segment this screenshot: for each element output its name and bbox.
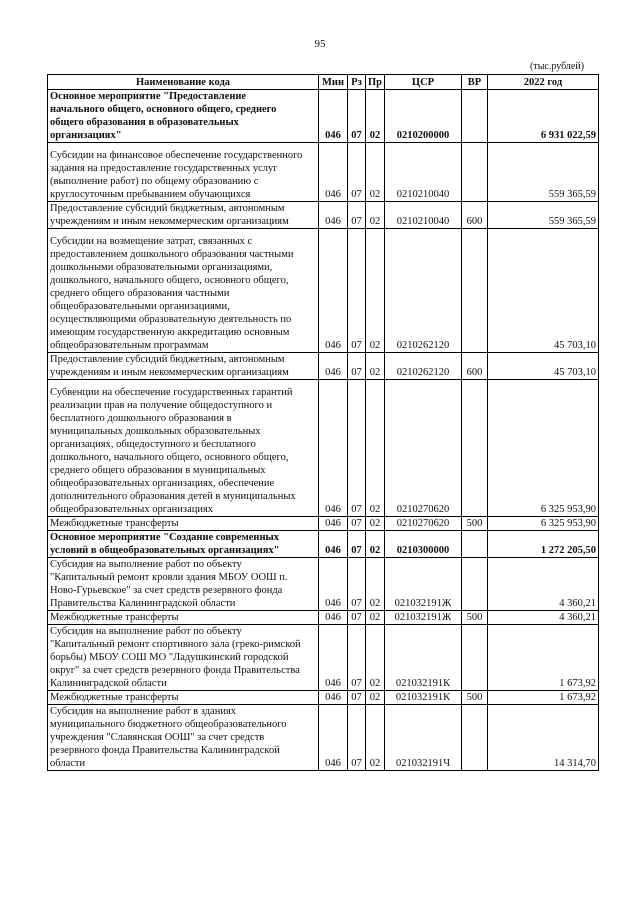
name-line: округ" за счет средств резервного фонда Правительства [50, 665, 300, 676]
table-row [48, 705, 599, 771]
table-row [48, 517, 599, 531]
cell-amount: 559 365,59 [488, 143, 599, 202]
cell-name [48, 229, 319, 353]
cell-vr: 500 [462, 611, 488, 625]
cell-vr: 500 [462, 517, 488, 531]
table-row [48, 625, 599, 691]
cell-pr: 02 [366, 143, 385, 202]
cell-csr: 021032191К [385, 691, 462, 705]
cell-name [48, 380, 319, 517]
cell-amount: 559 365,59 [488, 202, 599, 229]
cell-pr: 02 [366, 517, 385, 531]
name-line: среднего общего образования в муниципальных [50, 465, 266, 476]
name-line: Межбюджетные трансферты [50, 612, 179, 623]
cell-min: 046 [319, 202, 348, 229]
table-row [48, 380, 599, 517]
cell-amount: 1 673,92 [488, 691, 599, 705]
header-rz: Рз [348, 75, 366, 90]
name-line: реализации прав на получение общедоступного и [50, 400, 273, 411]
cell-rz: 07 [348, 558, 366, 611]
name-line: "Капитальный ремонт кровли здания МБОУ ООШ п. [50, 572, 288, 583]
cell-vr [462, 90, 488, 143]
header-name: Наименование кода [48, 75, 319, 90]
name-line: общеобразовательным программам [50, 340, 209, 351]
name-line: Субсидия на выполнение работ по объекту [50, 626, 242, 637]
cell-min: 046 [319, 625, 348, 691]
name-line: начального общего, основного общего, среднего [50, 104, 277, 115]
cell-min: 046 [319, 353, 348, 380]
table-row [48, 229, 599, 353]
name-line: муниципальных дошкольных образовательных [50, 426, 261, 437]
name-line: Субвенции на обеспечение государственных гарантий [50, 387, 293, 398]
cell-csr: 0210270620 [385, 380, 462, 517]
cell-name [48, 625, 319, 691]
cell-rz: 07 [348, 380, 366, 517]
name-line: Субсидия на выполнение работ по объекту [50, 559, 242, 570]
cell-min: 046 [319, 531, 348, 558]
cell-name [48, 611, 319, 625]
cell-vr [462, 143, 488, 202]
cell-vr [462, 625, 488, 691]
cell-pr: 02 [366, 90, 385, 143]
cell-name [48, 558, 319, 611]
cell-csr: 0210200000 [385, 90, 462, 143]
cell-name [48, 705, 319, 771]
table-row [48, 611, 599, 625]
name-line: Субсидия на выполнение работ в зданиях [50, 706, 237, 717]
cell-amount: 4 360,21 [488, 558, 599, 611]
name-line: учреждениям и иным некоммерческим организациям [50, 216, 289, 227]
name-line: дошкольного, начального общего, основного общего, [50, 452, 289, 463]
cell-vr [462, 531, 488, 558]
cell-amount: 1 673,92 [488, 625, 599, 691]
name-line: дополнительного образования детей в муниципальных [50, 491, 296, 502]
cell-vr: 600 [462, 202, 488, 229]
name-line: предоставлением дошкольного образования частными [50, 249, 294, 260]
name-line: среднего общего образования частными [50, 288, 230, 299]
name-line: общеобразовательных организациях [50, 504, 214, 515]
table-row [48, 202, 599, 229]
name-line: борьбы) МБОУ СОШ МО "Ладушкинский городской [50, 652, 289, 663]
table-row [48, 691, 599, 705]
name-line: "Капитальный ремонт спортивного зала (греко-римской [50, 639, 301, 650]
header-year: 2022 год [488, 75, 599, 90]
cell-pr: 02 [366, 625, 385, 691]
name-line: Основное мероприятие "Предоставление [50, 91, 247, 102]
header-csr: ЦСР [385, 75, 462, 90]
table-body [48, 90, 599, 771]
name-line: Калининградской области [50, 678, 167, 689]
name-line: Межбюджетные трансферты [50, 518, 179, 529]
cell-name [48, 531, 319, 558]
name-line: Субсидии на финансовое обеспечение государственного [50, 150, 303, 161]
cell-min: 046 [319, 558, 348, 611]
name-line: Правительства Калининградской области [50, 598, 236, 609]
header-pr: Пр [366, 75, 385, 90]
cell-min: 046 [319, 611, 348, 625]
name-line: бесплатного дошкольного образования в [50, 413, 232, 424]
name-line: осуществляющими образовательную деятельность по [50, 314, 292, 325]
table-row [48, 90, 599, 143]
name-line: общеобразовательных организациях, обеспечение [50, 478, 275, 489]
cell-rz: 07 [348, 143, 366, 202]
name-line: резервного фонда Правительства Калининградской [50, 745, 280, 756]
cell-rz: 07 [348, 691, 366, 705]
cell-min: 046 [319, 229, 348, 353]
cell-vr: 500 [462, 691, 488, 705]
table-row [48, 353, 599, 380]
table-row [48, 531, 599, 558]
header-min: Мин [319, 75, 348, 90]
cell-amount: 4 360,21 [488, 611, 599, 625]
cell-csr: 0210300000 [385, 531, 462, 558]
cell-vr [462, 558, 488, 611]
table-row [48, 143, 599, 202]
cell-csr: 0210210040 [385, 143, 462, 202]
cell-min: 046 [319, 380, 348, 517]
cell-min: 046 [319, 143, 348, 202]
cell-min: 046 [319, 691, 348, 705]
budget-table [47, 74, 599, 771]
cell-name [48, 353, 319, 380]
page-number: 95 [314, 38, 326, 50]
name-line: Предоставление субсидий бюджетным, автономным [50, 203, 285, 214]
cell-pr: 02 [366, 558, 385, 611]
name-line: организациях" [50, 130, 122, 141]
name-line: области [50, 758, 86, 769]
cell-pr: 02 [366, 380, 385, 517]
cell-name [48, 517, 319, 531]
cell-amount: 45 703,10 [488, 353, 599, 380]
name-line: (выполнение работ) по общему образованию с [50, 176, 259, 187]
cell-csr: 021032191Ж [385, 611, 462, 625]
cell-csr: 0210270620 [385, 517, 462, 531]
name-line: Межбюджетные трансферты [50, 692, 179, 703]
cell-rz: 07 [348, 90, 366, 143]
name-line: дошкольного, начального общего, основного общего, [50, 275, 289, 286]
name-line: организациях, общедоступного и бесплатного [50, 439, 256, 450]
cell-rz: 07 [348, 705, 366, 771]
cell-amount: 6 931 022,59 [488, 90, 599, 143]
cell-rz: 07 [348, 202, 366, 229]
cell-name [48, 143, 319, 202]
cell-name [48, 90, 319, 143]
cell-name [48, 691, 319, 705]
cell-min: 046 [319, 90, 348, 143]
name-line: задания на предоставление государственных услуг [50, 163, 278, 174]
units-label: (тыс.рублей) [530, 61, 585, 72]
cell-csr: 0210262120 [385, 353, 462, 380]
cell-csr: 0210262120 [385, 229, 462, 353]
name-line: дошкольными образовательными организациями, [50, 262, 273, 273]
cell-rz: 07 [348, 353, 366, 380]
cell-amount: 6 325 953,90 [488, 517, 599, 531]
cell-vr [462, 705, 488, 771]
cell-vr: 600 [462, 353, 488, 380]
cell-csr: 021032191Ж [385, 558, 462, 611]
header-vr: ВР [462, 75, 488, 90]
cell-amount: 6 325 953,90 [488, 380, 599, 517]
cell-pr: 02 [366, 705, 385, 771]
name-line: Предоставление субсидий бюджетным, автономным [50, 354, 285, 365]
cell-csr: 021032191К [385, 625, 462, 691]
cell-pr: 02 [366, 229, 385, 353]
name-line: Субсидии на возмещение затрат, связанных с [50, 236, 253, 247]
cell-vr [462, 229, 488, 353]
name-line: Ново-Гурьевское" за счет средств резервного фонда [50, 585, 283, 596]
name-line: общеобразовательными организациями, [50, 301, 230, 312]
cell-pr: 02 [366, 202, 385, 229]
name-line: Основное мероприятие "Создание современных [50, 532, 279, 543]
cell-pr: 02 [366, 611, 385, 625]
cell-amount: 45 703,10 [488, 229, 599, 353]
name-line: учреждения "Славянская ООШ" за счет средств [50, 732, 265, 743]
cell-rz: 07 [348, 625, 366, 691]
cell-rz: 07 [348, 611, 366, 625]
cell-name [48, 202, 319, 229]
cell-rz: 07 [348, 517, 366, 531]
cell-rz: 07 [348, 531, 366, 558]
cell-pr: 02 [366, 691, 385, 705]
table-header-row [48, 75, 599, 90]
cell-min: 046 [319, 705, 348, 771]
cell-pr: 02 [366, 353, 385, 380]
table-row [48, 558, 599, 611]
cell-min: 046 [319, 517, 348, 531]
cell-vr [462, 380, 488, 517]
name-line: круглосуточным пребыванием обучающихся [50, 189, 251, 200]
cell-amount: 14 314,70 [488, 705, 599, 771]
cell-csr: 021032191Ч [385, 705, 462, 771]
name-line: условий в общеобразовательных организациях" [50, 545, 280, 556]
name-line: муниципального бюджетного общеобразовательного [50, 719, 287, 730]
cell-pr: 02 [366, 531, 385, 558]
name-line: общего образования в образовательных [50, 117, 239, 128]
cell-amount: 1 272 205,50 [488, 531, 599, 558]
name-line: учреждениям и иным некоммерческим организациям [50, 367, 289, 378]
cell-csr: 0210210040 [385, 202, 462, 229]
cell-rz: 07 [348, 229, 366, 353]
name-line: имеющим государственную аккредитацию основным [50, 327, 290, 338]
